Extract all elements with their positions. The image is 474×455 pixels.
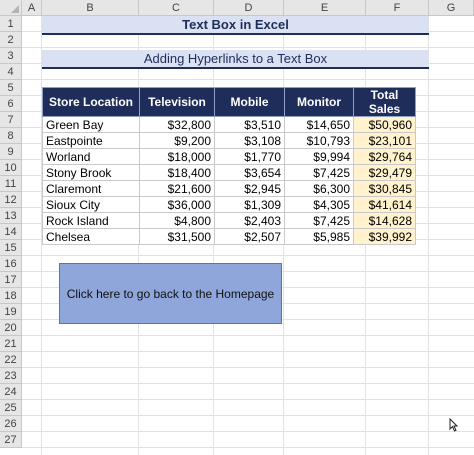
column-header-f[interactable]: F: [366, 0, 429, 16]
monitor-cell[interactable]: $4,305: [285, 197, 354, 213]
row-header-25[interactable]: 25: [0, 400, 22, 416]
header-monitor[interactable]: Monitor: [285, 88, 354, 117]
gridline: [22, 47, 474, 48]
row-header-2[interactable]: 2: [0, 32, 22, 48]
gridline: [22, 335, 474, 336]
row-header-1[interactable]: 1: [0, 16, 22, 32]
row-header-14[interactable]: 14: [0, 224, 22, 240]
gridline: [22, 79, 474, 80]
row-header-23[interactable]: 23: [0, 368, 22, 384]
sales-table: [42, 87, 416, 245]
mobile-cell[interactable]: $2,403: [215, 213, 285, 229]
column-header-c[interactable]: C: [139, 0, 214, 16]
total-sales-cell[interactable]: $29,764: [354, 149, 416, 165]
table-row: [43, 117, 416, 133]
television-cell[interactable]: $18,400: [140, 165, 215, 181]
column-header-a[interactable]: A: [22, 0, 42, 16]
select-all-triangle-icon: [11, 5, 19, 13]
column-header-d[interactable]: D: [214, 0, 284, 16]
store-location-cell[interactable]: Eastpointe: [43, 133, 140, 149]
page-title: Text Box in Excel: [42, 16, 429, 35]
row-header-11[interactable]: 11: [0, 176, 22, 192]
row-header-7[interactable]: 7: [0, 112, 22, 128]
store-location-cell[interactable]: Chelsea: [43, 229, 140, 245]
row-header-3[interactable]: 3: [0, 48, 22, 64]
row-header-6[interactable]: 6: [0, 96, 22, 112]
monitor-cell[interactable]: $14,650: [285, 117, 354, 133]
total-sales-cell[interactable]: $14,628: [354, 213, 416, 229]
row-header-18[interactable]: 18: [0, 288, 22, 304]
mobile-cell[interactable]: $1,309: [215, 197, 285, 213]
row-header-20[interactable]: 20: [0, 320, 22, 336]
gridline: [22, 351, 474, 352]
row-header-24[interactable]: 24: [0, 384, 22, 400]
row-header-13[interactable]: 13: [0, 208, 22, 224]
total-sales-cell[interactable]: $39,992: [354, 229, 416, 245]
mobile-cell[interactable]: $3,654: [215, 165, 285, 181]
table-row: [43, 133, 416, 149]
row-header-17[interactable]: 17: [0, 272, 22, 288]
total-sales-cell[interactable]: $23,101: [354, 133, 416, 149]
row-header-5[interactable]: 5: [0, 80, 22, 96]
television-cell[interactable]: $4,800: [140, 213, 215, 229]
monitor-cell[interactable]: $6,300: [285, 181, 354, 197]
gridline: [428, 16, 429, 455]
television-cell[interactable]: $31,500: [140, 229, 215, 245]
total-sales-cell[interactable]: $29,479: [354, 165, 416, 181]
store-location-cell[interactable]: Sioux City: [43, 197, 140, 213]
row-header-26[interactable]: 26: [0, 416, 22, 432]
table-row: [43, 165, 416, 181]
mobile-cell[interactable]: $1,770: [215, 149, 285, 165]
gridline: [22, 383, 474, 384]
column-header-g[interactable]: G: [429, 0, 474, 16]
section-subtitle: Adding Hyperlinks to a Text Box: [42, 50, 429, 69]
mobile-cell[interactable]: $2,945: [215, 181, 285, 197]
homepage-hyperlink-textbox[interactable]: Click here to go back to the Homepage: [59, 263, 282, 324]
row-header-22[interactable]: 22: [0, 352, 22, 368]
header-store-location[interactable]: Store Location: [43, 88, 140, 117]
gridline: [22, 255, 474, 256]
television-cell[interactable]: $36,000: [140, 197, 215, 213]
header-total-sales[interactable]: Total Sales: [354, 88, 416, 117]
row-header-9[interactable]: 9: [0, 144, 22, 160]
gridline: [22, 367, 474, 368]
monitor-cell[interactable]: $7,425: [285, 213, 354, 229]
television-cell[interactable]: $32,800: [140, 117, 215, 133]
table-row: [43, 149, 416, 165]
row-header-16[interactable]: 16: [0, 256, 22, 272]
mobile-cell[interactable]: $3,108: [215, 133, 285, 149]
television-cell[interactable]: $18,000: [140, 149, 215, 165]
row-header-4[interactable]: 4: [0, 64, 22, 80]
total-sales-cell[interactable]: $41,614: [354, 197, 416, 213]
header-mobile[interactable]: Mobile: [215, 88, 285, 117]
mobile-cell[interactable]: $2,507: [215, 229, 285, 245]
store-location-cell[interactable]: Rock Island: [43, 213, 140, 229]
table-row: [43, 213, 416, 229]
header-television[interactable]: Television: [140, 88, 215, 117]
monitor-cell[interactable]: $7,425: [285, 165, 354, 181]
total-sales-cell[interactable]: $50,960: [354, 117, 416, 133]
table-row: [43, 229, 416, 245]
table-header-row: [43, 88, 416, 117]
row-header-19[interactable]: 19: [0, 304, 22, 320]
gridline: [22, 447, 474, 448]
row-header-15[interactable]: 15: [0, 240, 22, 256]
monitor-cell[interactable]: $9,994: [285, 149, 354, 165]
store-location-cell[interactable]: Worland: [43, 149, 140, 165]
mobile-cell[interactable]: $3,510: [215, 117, 285, 133]
television-cell[interactable]: $9,200: [140, 133, 215, 149]
select-all-corner[interactable]: [0, 0, 22, 16]
row-header-21[interactable]: 21: [0, 336, 22, 352]
mouse-pointer-icon: [449, 418, 458, 432]
column-header-b[interactable]: B: [42, 0, 139, 16]
monitor-cell[interactable]: $5,985: [285, 229, 354, 245]
store-location-cell[interactable]: Stony Brook: [43, 165, 140, 181]
row-header-27[interactable]: 27: [0, 432, 22, 448]
store-location-cell[interactable]: Green Bay: [43, 117, 140, 133]
television-cell[interactable]: $21,600: [140, 181, 215, 197]
total-sales-cell[interactable]: $30,845: [354, 181, 416, 197]
monitor-cell[interactable]: $10,793: [285, 133, 354, 149]
gridline: [22, 415, 474, 416]
row-header-8[interactable]: 8: [0, 128, 22, 144]
store-location-cell[interactable]: Claremont: [43, 181, 140, 197]
table-row: [43, 181, 416, 197]
row-header-12[interactable]: 12: [0, 192, 22, 208]
row-header-10[interactable]: 10: [0, 160, 22, 176]
gridline: [22, 399, 474, 400]
column-header-e[interactable]: E: [284, 0, 366, 16]
table-row: [43, 197, 416, 213]
gridline: [22, 431, 474, 432]
